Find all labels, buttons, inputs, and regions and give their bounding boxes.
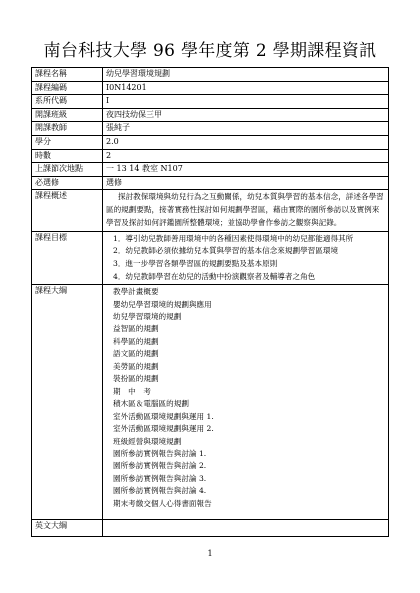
value-teacher: 張純子 (103, 122, 389, 136)
outline-item: 積木區＆電腦區的規劃 (113, 399, 189, 409)
row-overview (32, 190, 389, 231)
row-course-name (32, 68, 389, 82)
row-class (32, 108, 389, 122)
goal-item: 2．幼兒教師必須依據幼兒本質與學習的基本信念來規劃學習區環境 (113, 246, 339, 256)
value-credits: 2.0 (103, 135, 389, 149)
page-title: 南台科技大學 96 學年度第 2 學期課程資訊 (43, 41, 377, 61)
outline-item: 裝扮區的規劃 (113, 374, 159, 384)
outline-item: 園所參訪實例報告與討論 1. (113, 449, 207, 458)
label-goals: 課程目標 (32, 231, 103, 284)
label-department-code: 系所代碼 (32, 95, 103, 109)
row-required-elective (32, 176, 389, 190)
label-schedule-location: 上課節次地點 (32, 163, 103, 177)
page-number: 1 (207, 549, 213, 558)
value-required-elective: 選修 (103, 176, 389, 190)
row-hours (32, 149, 389, 163)
goal-item: 3．進一步學習各類學習區的規劃要點及基本原則 (113, 258, 278, 268)
value-class: 夜四技幼保三甲 (103, 108, 389, 122)
outline-item: 園所參訪實例報告與討論 3. (113, 473, 207, 483)
goal-item: 1．導引幼兒教師善用環境中的各種因素使得環境中的幼兒都能適得其所 (113, 233, 354, 243)
row-credits (32, 135, 389, 149)
value-outline (103, 285, 389, 520)
outline-item: 園所參訪實例報告與討論 2. (113, 461, 207, 471)
label-outline: 課程大綱 (32, 285, 103, 520)
value-hours: 2 (103, 149, 389, 163)
row-course-code (32, 81, 389, 95)
row-teacher (32, 122, 389, 136)
value-schedule-location: 一 13 14 教室 N107 (103, 163, 389, 177)
label-course-code: 課程編碼 (32, 81, 103, 95)
label-hours: 時數 (32, 149, 103, 163)
row-outline (32, 285, 389, 520)
outline-item: 期 中 考 (113, 386, 151, 396)
label-credits: 學分 (32, 135, 103, 149)
outline-item: 益智區的規劃 (113, 324, 159, 334)
outline-item: 美勞區的規劃 (113, 361, 159, 371)
label-class: 開課班級 (32, 108, 103, 122)
outline-item: 室外活動區環境規劃與運用 1. (113, 411, 214, 421)
overview-text: 探討教保環境與幼兒行為之互動關係，幼兒本質與學習的基本信念，詳述各學習區的規劃要點，接著實務性探討如何規劃學習區，藉由實際的園所參訪以及實例來學習及探討如何評鑑園所整體環境；並協助學會作參訪之觀察與記錄。 (106, 192, 384, 227)
row-goals (32, 231, 389, 284)
value-course-name: 幼兒學習環境規劃 (103, 68, 389, 82)
outline-item: 語文區的規劃 (113, 349, 159, 359)
row-department-code (32, 95, 389, 109)
row-schedule-location (32, 163, 389, 177)
row-english-outline (32, 520, 389, 537)
outline-item: 班級經營與環境規劃 (113, 436, 182, 446)
value-goals (103, 231, 389, 284)
outline-item: 室外活動區環境規劃與運用 2. (113, 424, 214, 434)
outline-item: 嬰幼兒學習環境的規劃與應用 (113, 299, 212, 309)
value-course-code: I0N14201 (103, 81, 389, 95)
label-teacher: 開課教師 (32, 122, 103, 136)
course-info-table (31, 67, 389, 537)
value-overview (103, 190, 389, 231)
value-department-code: I (103, 95, 389, 109)
label-overview: 課程概述 (32, 190, 103, 231)
outline-item: 期末考繳交個人心得書面報告 (113, 498, 212, 508)
goal-item: 4．幼兒教師學習在幼兒的活動中扮演觀察者及輔導者之角色 (113, 271, 316, 281)
label-required-elective: 必選修 (32, 176, 103, 190)
label-course-name: 課程名稱 (32, 68, 103, 82)
outline-item: 幼兒學習環境的規劃 (113, 312, 182, 322)
outline-item: 教學計畫概要 (113, 287, 159, 297)
outline-item: 科學區的規劃 (113, 336, 159, 346)
label-english-outline: 英文大綱 (32, 520, 103, 537)
value-english-outline (103, 520, 389, 537)
outline-item: 園所參訪實例報告與討論 4. (113, 486, 207, 496)
